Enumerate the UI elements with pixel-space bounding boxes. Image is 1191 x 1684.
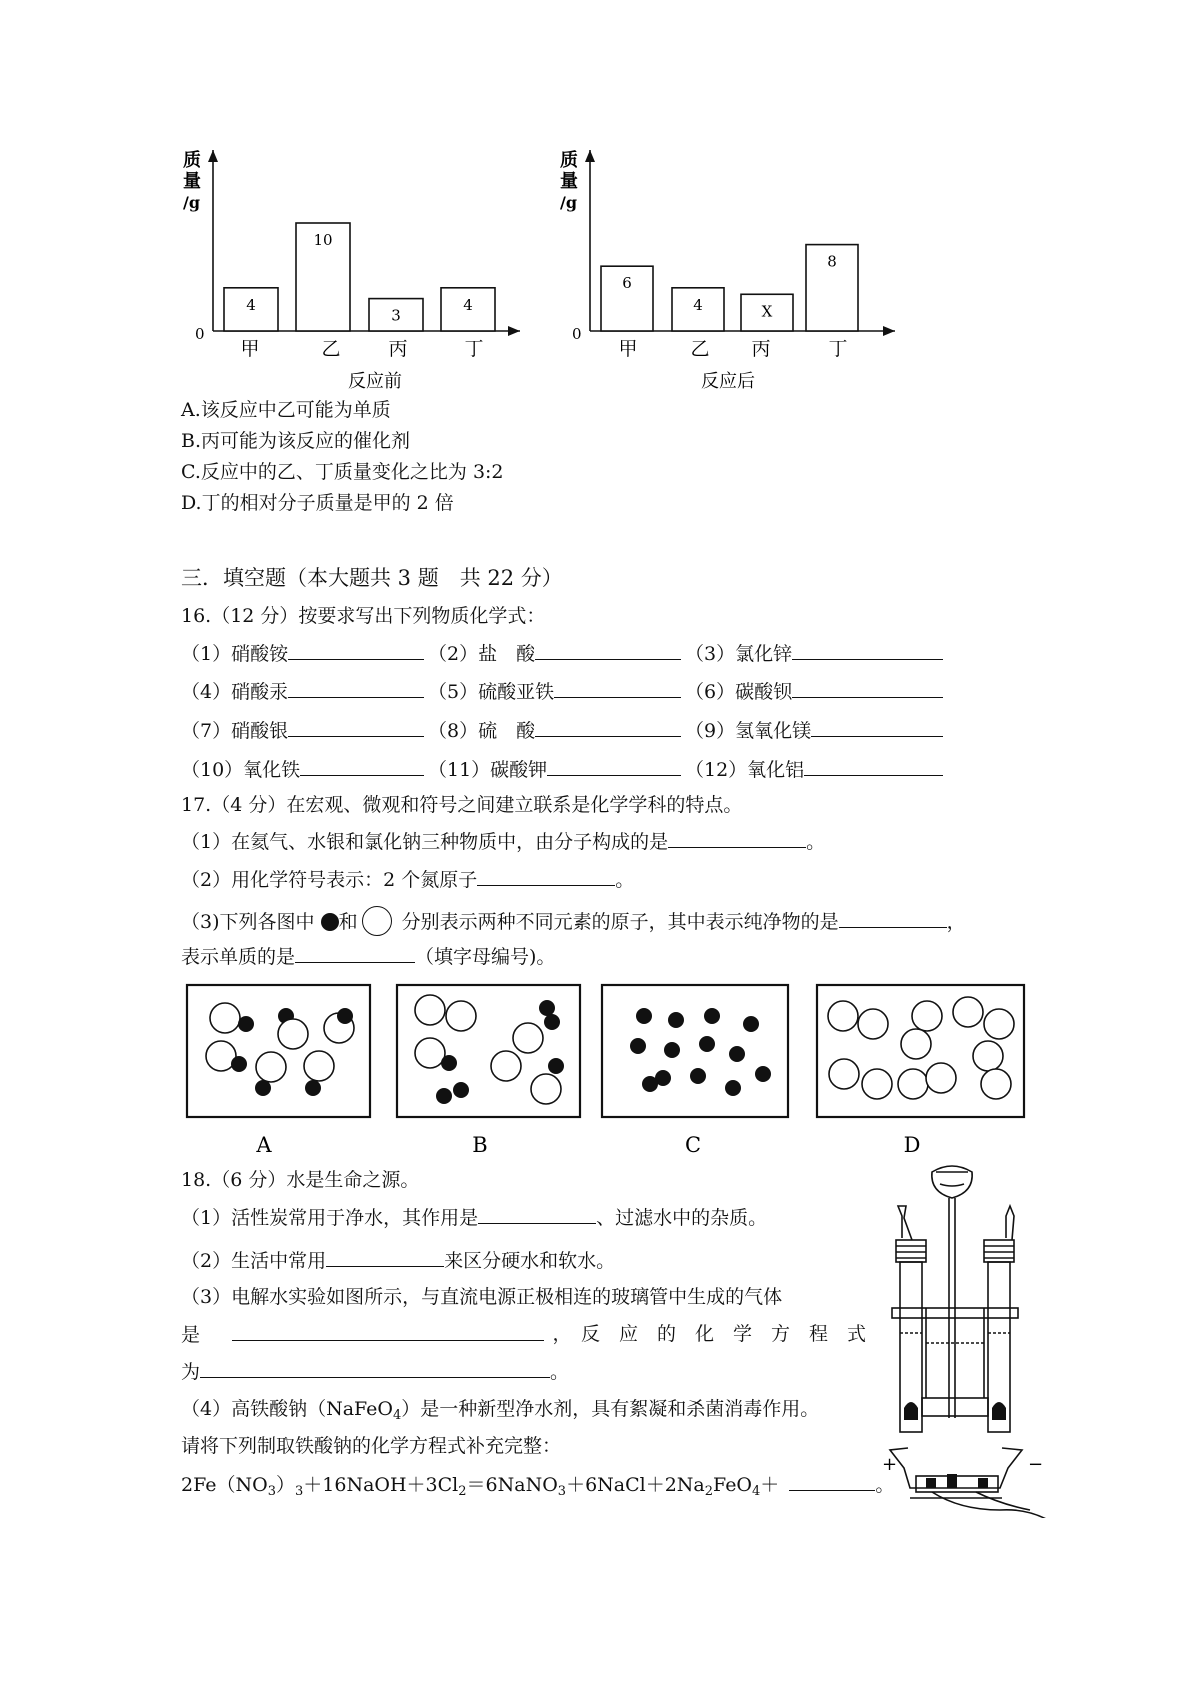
- bar-value-label: 10: [313, 231, 333, 249]
- y-axis-arrow-icon: [585, 150, 595, 162]
- eq-part: ＋: [760, 1474, 780, 1496]
- option-d: D.丁的相对分子质量是甲的 2 倍: [181, 492, 454, 514]
- q18-part1: [181, 1205, 767, 1230]
- answer-blank[interactable]: [478, 1205, 596, 1224]
- category-label: 乙: [690, 338, 710, 360]
- q17-p2-text: （2）用化学符号表示：2 个氮原子: [181, 869, 478, 891]
- category-label: 丙: [751, 338, 771, 360]
- subscript: 3: [267, 1484, 276, 1499]
- q17-p1-text: （1）在氦气、水银和氯化钠三种物质中，由分子构成的是: [181, 831, 669, 853]
- molecule-box-a: [187, 985, 370, 1157]
- q16-item-label: （2）盐 酸: [428, 643, 536, 665]
- q18-p3-text-c: ， 反 应 的 化 学 方 程 式: [552, 1323, 866, 1345]
- white-atom: [304, 1051, 334, 1081]
- q18-title: 18.（6 分）水是生命之源。: [181, 1169, 420, 1191]
- diagram-frame: [602, 985, 788, 1117]
- answer-blank[interactable]: [232, 1322, 544, 1341]
- section-title: 三．填空题（本大题共 3 题 共 22 分）: [181, 566, 563, 590]
- answer-blank[interactable]: [288, 641, 424, 660]
- eq-part: ＋16NaOH＋3Cl: [303, 1474, 459, 1496]
- q18-p1-text-b: 、过滤水中的杂质。: [596, 1207, 768, 1229]
- electrolysis-apparatus: [880, 1158, 1060, 1518]
- molecule-diagrams: [0, 960, 1191, 1170]
- q18-part3-line3: [181, 1359, 569, 1384]
- q16-item: [685, 679, 943, 704]
- q17-part1: [181, 829, 825, 854]
- subscript: 4: [752, 1484, 761, 1499]
- black-atom: [544, 1014, 560, 1030]
- q18-equation: [181, 1472, 894, 1504]
- q18-p4-text-b: ）是一种新型净水剂，具有絮凝和杀菌消毒作用。: [401, 1398, 820, 1420]
- white-atom: [513, 1023, 543, 1053]
- plus-sign: +: [882, 1454, 898, 1475]
- white-atom: [415, 1038, 445, 1068]
- category-label: 丁: [464, 338, 484, 360]
- white-atom: [415, 995, 445, 1025]
- molecule-box-d: [817, 985, 1024, 1157]
- black-atom: [453, 1082, 469, 1098]
- answer-blank[interactable]: [535, 718, 681, 737]
- option-a: A.该反应中乙可能为单质: [181, 399, 391, 421]
- q17-part3: [181, 906, 966, 936]
- q16-item: [428, 757, 681, 782]
- chart-0: [183, 149, 520, 392]
- answer-blank[interactable]: [300, 757, 424, 776]
- q18-p1-text-a: （1）活性炭常用于净水，其作用是: [181, 1207, 479, 1229]
- eq-end: 。: [875, 1474, 895, 1496]
- q17-p3-text-d: 表示单质的是: [181, 946, 296, 968]
- eq-part: ）: [275, 1474, 295, 1496]
- q16-item: [181, 718, 424, 743]
- minus-sign: −: [1028, 1454, 1044, 1475]
- y-axis-label: /g: [183, 193, 201, 212]
- black-atom: [539, 1000, 555, 1016]
- black-atom: [441, 1055, 457, 1071]
- bar-charts: [0, 0, 1191, 400]
- q16-item-label: （10）氧化铁: [181, 759, 301, 781]
- q17-part2: [181, 867, 634, 892]
- q17-p3-text-b: 和: [338, 911, 358, 933]
- q18-p3-text-d: 为: [181, 1361, 201, 1383]
- white-atom: [256, 1052, 286, 1082]
- category-label: 丙: [388, 338, 408, 360]
- origin-label: 0: [195, 325, 205, 343]
- white-atom: [531, 1074, 561, 1104]
- eq-part: FeO: [713, 1474, 753, 1496]
- chart-1: [560, 149, 895, 392]
- molecule-box-b: [397, 985, 580, 1157]
- q16-item: [685, 641, 943, 666]
- y-axis-label: 质: [560, 150, 578, 171]
- q17-p3-end: ，: [946, 911, 966, 933]
- origin-label: 0: [572, 325, 582, 343]
- white-atom: [828, 1001, 858, 1031]
- x-axis-arrow-icon: [508, 326, 520, 336]
- q17-p1-end: 。: [806, 831, 826, 853]
- option-c: C.反应中的乙、丁质量变化之比为 3:2: [181, 461, 504, 483]
- q16-item: [181, 679, 424, 704]
- subscript: 2: [458, 1484, 467, 1499]
- q16-item-label: （3）氯化锌: [685, 643, 793, 665]
- subscript: 3: [294, 1484, 304, 1499]
- black-atom: [337, 1008, 353, 1024]
- q16-item: [181, 641, 424, 666]
- answer-blank[interactable]: [804, 757, 943, 776]
- bar-value-label: 8: [827, 252, 837, 271]
- bar-value-label: 4: [463, 295, 473, 314]
- q17-p3-text-e: （填字母编号)。: [415, 946, 556, 968]
- black-atom: [305, 1080, 321, 1096]
- category-label: 乙: [321, 338, 341, 360]
- white-atom: [858, 1009, 888, 1039]
- answer-blank[interactable]: [200, 1359, 550, 1378]
- answer-blank[interactable]: [535, 641, 681, 660]
- black-atom: [755, 1066, 771, 1082]
- q17-p3-text-a: （3)下列各图中: [181, 911, 315, 933]
- black-atom: [255, 1080, 271, 1096]
- category-label: 甲: [618, 338, 638, 360]
- eq-part: ＋6NaCl＋2Na: [566, 1474, 705, 1496]
- answer-blank[interactable]: [789, 1472, 875, 1491]
- q16-item-label: （11）碳酸钾: [428, 759, 548, 781]
- q18-p2-text-b: 来区分硬水和软水。: [444, 1250, 616, 1272]
- white-atom: [491, 1051, 521, 1081]
- y-axis-label: /g: [560, 193, 578, 212]
- bar-value-label: 6: [622, 274, 632, 293]
- q16-item: [685, 718, 943, 743]
- y-axis-arrow-icon: [208, 150, 218, 162]
- category-label: 甲: [240, 338, 260, 360]
- y-axis-label: 量: [183, 171, 201, 192]
- black-atom-icon: [321, 913, 339, 931]
- eq-part: 2Fe（NO: [181, 1474, 268, 1496]
- white-atom: [984, 1009, 1014, 1039]
- answer-blank[interactable]: [477, 867, 615, 886]
- q16-title: 16.（12 分）按要求写出下列物质化学式：: [181, 605, 546, 627]
- q18-part3: （3）电解水实验如图所示，与直流电源正极相连的玻璃管中生成的气体: [181, 1286, 783, 1308]
- x-axis-arrow-icon: [883, 326, 895, 336]
- q16-item: [428, 679, 681, 704]
- answer-blank[interactable]: [288, 679, 424, 698]
- answer-blank[interactable]: [288, 718, 424, 737]
- q16-item: [685, 757, 943, 782]
- white-atom: [973, 1041, 1003, 1071]
- black-atom: [231, 1056, 247, 1072]
- white-atom: [829, 1059, 859, 1089]
- white-atom: [446, 1001, 476, 1031]
- black-atom: [699, 1036, 715, 1052]
- chart-caption: 反应后: [701, 371, 755, 392]
- white-atom-icon: [362, 906, 392, 936]
- q16-item-label: （9）氢氧化镁: [685, 720, 812, 742]
- q16-item-label: （5）硫酸亚铁: [428, 681, 555, 703]
- q18-part4: [181, 1397, 819, 1428]
- option-b: B.丙可能为该反应的催化剂: [181, 430, 411, 452]
- q17-title: 17.（4 分）在宏观、微观和符号之间建立联系是化学学科的特点。: [181, 794, 743, 816]
- white-atom: [981, 1069, 1011, 1099]
- q16-item: [428, 718, 681, 743]
- answer-blank[interactable]: [668, 829, 806, 848]
- black-atom: [636, 1008, 652, 1024]
- q17-p2-end: 。: [615, 869, 635, 891]
- white-atom: [210, 1003, 240, 1033]
- bar-value-label: 4: [693, 295, 703, 314]
- q16-item-label: （1）硝酸铵: [181, 643, 289, 665]
- q18-part3-line2: [181, 1322, 866, 1347]
- black-atom: [436, 1088, 452, 1104]
- y-axis-label: 质: [183, 150, 201, 171]
- white-atom: [278, 1019, 308, 1049]
- answer-blank[interactable]: [811, 718, 943, 737]
- black-atom: [743, 1016, 759, 1032]
- molecule-box-c: [602, 985, 788, 1157]
- white-atom: [898, 1069, 928, 1099]
- q16-item-label: （6）碳酸钡: [685, 681, 793, 703]
- q16-item-label: （12）氧化铝: [685, 759, 805, 781]
- diagram-label: A: [256, 1133, 272, 1157]
- black-atom: [238, 1016, 254, 1032]
- q18-p3-text-b: 是: [181, 1324, 201, 1346]
- black-atom: [668, 1012, 684, 1028]
- black-atom: [690, 1068, 706, 1084]
- white-atom: [912, 1001, 942, 1031]
- y-axis-label: 量: [560, 171, 578, 192]
- black-atom: [664, 1042, 680, 1058]
- diagram-label: B: [472, 1133, 488, 1157]
- q18-part4-line2: 请将下列制取铁酸钠的化学方程式补充完整：: [181, 1435, 562, 1457]
- diagram-label: D: [903, 1133, 921, 1157]
- answer-blank[interactable]: [792, 679, 943, 698]
- white-atom: [953, 997, 983, 1027]
- q16-item-label: （8）硫 酸: [428, 720, 536, 742]
- answer-blank[interactable]: [547, 757, 681, 776]
- answer-blank[interactable]: [792, 641, 943, 660]
- q17-p3-text-c: 分别表示两种不同元素的原子，其中表示纯净物的是: [401, 911, 839, 933]
- chart-caption: 反应前: [348, 371, 402, 392]
- bar-value-label: 4: [246, 295, 256, 314]
- eq-part: ＝6NaNO: [466, 1474, 558, 1496]
- black-atom: [729, 1046, 745, 1062]
- black-atom: [704, 1008, 720, 1024]
- q16-item-label: （7）硝酸银: [181, 720, 289, 742]
- subscript: 2: [704, 1484, 714, 1499]
- answer-blank[interactable]: [839, 909, 947, 928]
- black-atom: [725, 1080, 741, 1096]
- answer-blank[interactable]: [326, 1248, 444, 1267]
- diagram-label: C: [684, 1133, 702, 1157]
- white-atom: [862, 1069, 892, 1099]
- subscript: 3: [557, 1484, 567, 1499]
- bar-value-label: 3: [391, 306, 401, 325]
- black-atom: [548, 1058, 564, 1074]
- q16-item: [428, 641, 681, 666]
- white-atom: [926, 1063, 956, 1093]
- q16-item-label: （4）硝酸汞: [181, 681, 289, 703]
- white-atom: [901, 1029, 931, 1059]
- category-label: 丁: [828, 338, 848, 360]
- q18-p3-end: 。: [550, 1361, 570, 1383]
- q16-item: [181, 757, 424, 782]
- q18-p2-text-a: （2）生活中常用: [181, 1250, 327, 1272]
- subscript: 4: [393, 1408, 402, 1423]
- q18-part2: [181, 1248, 615, 1273]
- answer-blank[interactable]: [554, 679, 681, 698]
- q18-p4-text-a: （4）高铁酸钠（NaFeO: [181, 1398, 394, 1420]
- bar-value-label: X: [761, 302, 773, 321]
- black-atom: [642, 1076, 658, 1092]
- black-atom: [630, 1038, 646, 1054]
